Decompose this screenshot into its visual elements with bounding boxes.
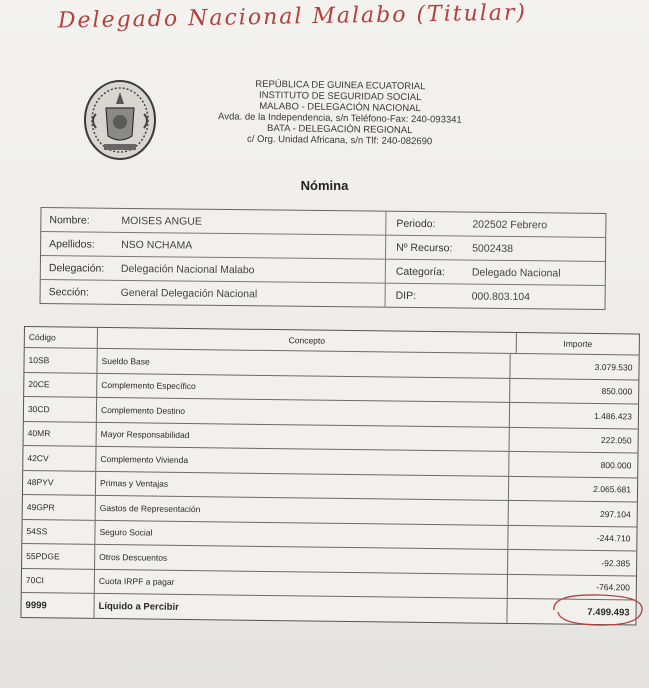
periodo-value: 202502 Febrero bbox=[472, 218, 548, 231]
header-line: MALABO - DELEGACIÓN NACIONAL bbox=[259, 100, 421, 115]
row-importe: 297.104 bbox=[599, 508, 631, 520]
row-importe: 800.000 bbox=[600, 459, 632, 471]
row-codigo: 54SS bbox=[22, 519, 95, 543]
nombre-value: MOISES ANGUE bbox=[121, 214, 202, 228]
row-codigo: 10SB bbox=[24, 348, 97, 372]
row-codigo: 30CD bbox=[24, 397, 97, 421]
row-importe: -244.710 bbox=[596, 533, 631, 544]
seccion-label: Sección: bbox=[48, 285, 89, 299]
row-importe: 3.079.530 bbox=[594, 361, 633, 373]
nombre-label: Nombre: bbox=[49, 213, 90, 227]
row-importe: 2.065.681 bbox=[593, 484, 632, 495]
row-codigo: 49GPR bbox=[23, 495, 96, 519]
row-importe: 850.000 bbox=[601, 386, 633, 397]
row-concepto: Complemento Específico bbox=[97, 373, 510, 402]
row-codigo: 70CI bbox=[22, 568, 95, 592]
row-concepto: Otros Descuentos bbox=[95, 545, 508, 574]
periodo-label: Periodo: bbox=[396, 217, 436, 230]
row-codigo: 55PDGE bbox=[22, 544, 95, 568]
header-line: BATA - DELEGACIÓN REGIONAL bbox=[267, 122, 413, 137]
delegacion-value: Delegación Nacional Malabo bbox=[120, 262, 255, 276]
seccion-value: General Delegación Nacional bbox=[120, 286, 258, 300]
row-concepto: Complemento Destino bbox=[97, 398, 510, 427]
info-row bbox=[41, 280, 605, 309]
row-codigo: 40MR bbox=[24, 422, 97, 446]
recurso-value: 5002438 bbox=[472, 242, 514, 255]
row-importe: 222.050 bbox=[600, 435, 632, 446]
concepto-header: Concepto bbox=[98, 328, 517, 353]
total-concepto: Líquido a Percibir bbox=[94, 594, 507, 623]
categoria-value: Delegado Nacional bbox=[471, 266, 561, 279]
row-importe: -764.200 bbox=[596, 582, 630, 593]
categoria-label: Categoría: bbox=[395, 265, 445, 278]
row-concepto: Sueldo Base bbox=[97, 349, 510, 378]
total-codigo: 9999 bbox=[21, 593, 94, 618]
page-title: Nómina bbox=[300, 178, 349, 193]
row-codigo: 42CV bbox=[23, 446, 96, 470]
row-concepto: Complemento Vivienda bbox=[96, 447, 509, 476]
header-line: REPÚBLICA DE GUINEA ECUATORIAL bbox=[255, 78, 426, 93]
recurso-label: Nº Recurso: bbox=[396, 241, 453, 254]
row-codigo: 48PYV bbox=[23, 471, 96, 495]
header-line: Avda. de la Independencia, s/n Teléfono-Fax: 240-093341 bbox=[218, 111, 462, 126]
row-codigo: 20CE bbox=[24, 373, 97, 397]
row-concepto: Primas y Ventajas bbox=[96, 471, 509, 500]
dip-value: 000.803.104 bbox=[471, 290, 531, 303]
importe-header: Importe bbox=[563, 338, 593, 349]
header-line: c/ Org. Unidad Africana, s/n Tlf: 240-082690 bbox=[246, 133, 433, 148]
row-concepto: Gastos de Representación bbox=[96, 496, 509, 525]
national-seal-icon bbox=[82, 78, 158, 162]
payroll-lines-table bbox=[20, 326, 640, 626]
dip-label: DIP: bbox=[395, 289, 417, 302]
row-concepto: Seguro Social bbox=[95, 520, 508, 549]
header-line: INSTITUTO DE SEGURIDAD SOCIAL bbox=[258, 89, 422, 104]
delegacion-label: Delegación: bbox=[48, 261, 105, 275]
row-concepto: Cuota IRPF a pagar bbox=[95, 569, 508, 598]
row-importe: -92.385 bbox=[601, 557, 631, 569]
apellidos-value: NSO NCHAMA bbox=[121, 238, 193, 252]
codigo-header: Código bbox=[25, 327, 98, 348]
row-concepto: Mayor Responsabilidad bbox=[97, 422, 510, 451]
institution-header bbox=[180, 78, 501, 148]
apellidos-label: Apellidos: bbox=[49, 237, 95, 251]
employee-info-table bbox=[40, 207, 607, 310]
row-importe: 1.486.423 bbox=[594, 410, 633, 422]
total-importe: 7.499.493 bbox=[587, 606, 630, 618]
handwritten-circle-mark bbox=[548, 590, 648, 630]
handwritten-note: Delegado Nacional Malabo (Titular) bbox=[57, 0, 528, 34]
